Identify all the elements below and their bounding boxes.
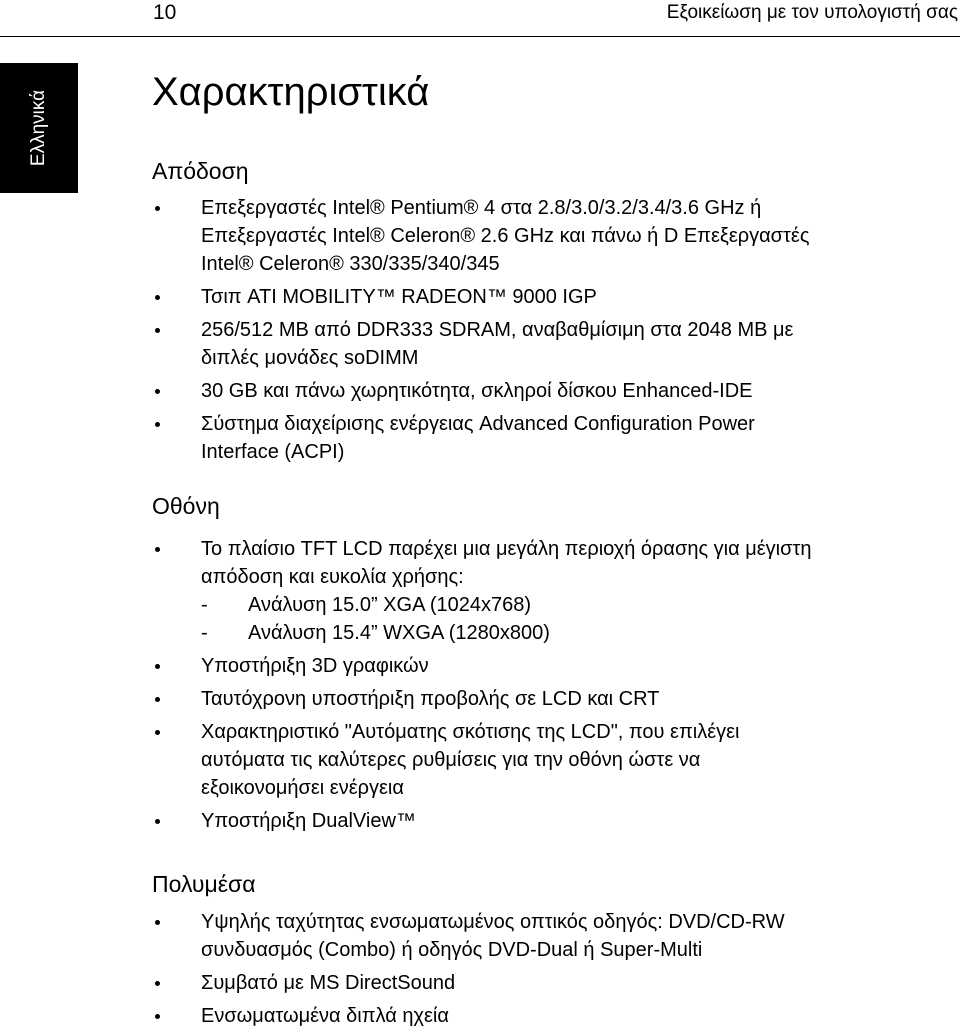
bullet-icon	[155, 328, 160, 333]
running-header: Εξοικείωση με τον υπολογιστή σας	[666, 2, 958, 23]
item-line: αυτόματα τις καλύτερες ρυθμίσεις για την οθόνη ώστε να	[201, 749, 701, 771]
item-line: Interface (ACPI)	[201, 441, 345, 463]
section-heading-display: Οθόνη	[152, 493, 220, 519]
sub-item-text: Ανάλυση 15.0” XGA (1024x768)	[248, 594, 532, 616]
bullet-icon	[155, 206, 160, 211]
dash-marker: -	[201, 594, 208, 616]
item-line: Τσιπ ATI MOBILITY™ RADEON™ 9000 IGP	[201, 286, 597, 308]
bullet-icon	[155, 981, 160, 986]
item-line: Υποστήριξη DualView™	[201, 810, 416, 832]
item-line: Υψηλής ταχύτητας ενσωματωμένος οπτικός οδηγός: DVD/CD-RW	[201, 911, 785, 933]
display-list	[0, 535, 960, 840]
item-line: απόδοση και ευκολία χρήσης:	[201, 566, 464, 588]
item-line: Συμβατό με MS DirectSound	[201, 972, 456, 994]
list-item	[0, 685, 960, 713]
bullet-icon	[155, 547, 160, 552]
bullet-icon	[155, 422, 160, 427]
list-item	[0, 652, 960, 680]
item-line: Το πλαίσιο TFT LCD παρέχει μια μεγάλη περιοχή όρασης για μέγιστη	[201, 538, 812, 560]
item-line: διπλές μονάδες soDIMM	[201, 347, 419, 369]
bullet-icon	[155, 664, 160, 669]
sub-item	[201, 591, 950, 619]
multimedia-list	[0, 908, 960, 1035]
bullet-icon	[155, 730, 160, 735]
item-line: Επεξεργαστές Intel® Pentium® 4 στα 2.8/3.0/3.2/3.4/3.6 GHz ή	[201, 197, 762, 219]
language-tab	[0, 63, 78, 193]
bullet-icon	[155, 295, 160, 300]
page-number: 10	[153, 1, 177, 24]
item-line: Χαρακτηριστικό "Αυτόματης σκότισης της LCD", που επιλέγει	[201, 721, 740, 743]
bullet-icon	[155, 697, 160, 702]
list-item	[0, 807, 960, 835]
item-line: Ενσωματωμένα διπλά ηχεία	[201, 1005, 449, 1027]
item-line: 30 GB και πάνω χωρητικότητα, σκληροί δίσκου Enhanced-IDE	[201, 380, 753, 402]
bullet-icon	[155, 819, 160, 824]
sub-item-text: Ανάλυση 15.4” WXGA (1280x800)	[248, 622, 550, 644]
sub-item	[201, 619, 950, 647]
bullet-icon	[155, 920, 160, 925]
item-line: Επεξεργαστές Intel® Celeron® 2.6 GHz και πάνω ή D Επεξεργαστές	[201, 225, 810, 247]
item-line: Υποστήριξη 3D γραφικών	[201, 655, 429, 677]
section-heading-performance: Απόδοση	[152, 158, 249, 184]
page-title: Χαρακτηριστικά	[152, 70, 430, 114]
item-line: Ταυτόχρονη υποστήριξη προβολής σε LCD και CRT	[201, 688, 660, 710]
item-line: 256/512 MB από DDR333 SDRAM, αναβαθμίσιμη στα 2048 MB με	[201, 319, 794, 341]
item-line: εξοικονομήσει ενέργεια	[201, 777, 404, 799]
list-item	[0, 1002, 960, 1030]
bullet-icon	[155, 389, 160, 394]
item-line: Intel® Celeron® 330/335/340/345	[201, 253, 500, 275]
item-line: συνδυασμός (Combo) ή οδηγός DVD-Dual ή Super-Multi	[201, 939, 703, 961]
list-item	[0, 316, 960, 372]
list-item	[0, 194, 960, 278]
dash-marker: -	[201, 622, 208, 644]
item-line: Σύστημα διαχείρισης ενέργειας Advanced Configuration Power	[201, 413, 755, 435]
list-item	[0, 283, 960, 311]
section-heading-multimedia: Πολυμέσα	[152, 871, 256, 897]
header-divider	[0, 36, 960, 37]
list-item	[0, 718, 960, 802]
bullet-icon	[155, 1014, 160, 1019]
list-item	[0, 535, 960, 647]
list-item	[0, 908, 960, 964]
performance-list	[0, 194, 960, 471]
list-item	[0, 410, 960, 466]
list-item	[0, 969, 960, 997]
list-item	[0, 377, 960, 405]
language-tab-label: Ελληνικά	[28, 89, 49, 167]
